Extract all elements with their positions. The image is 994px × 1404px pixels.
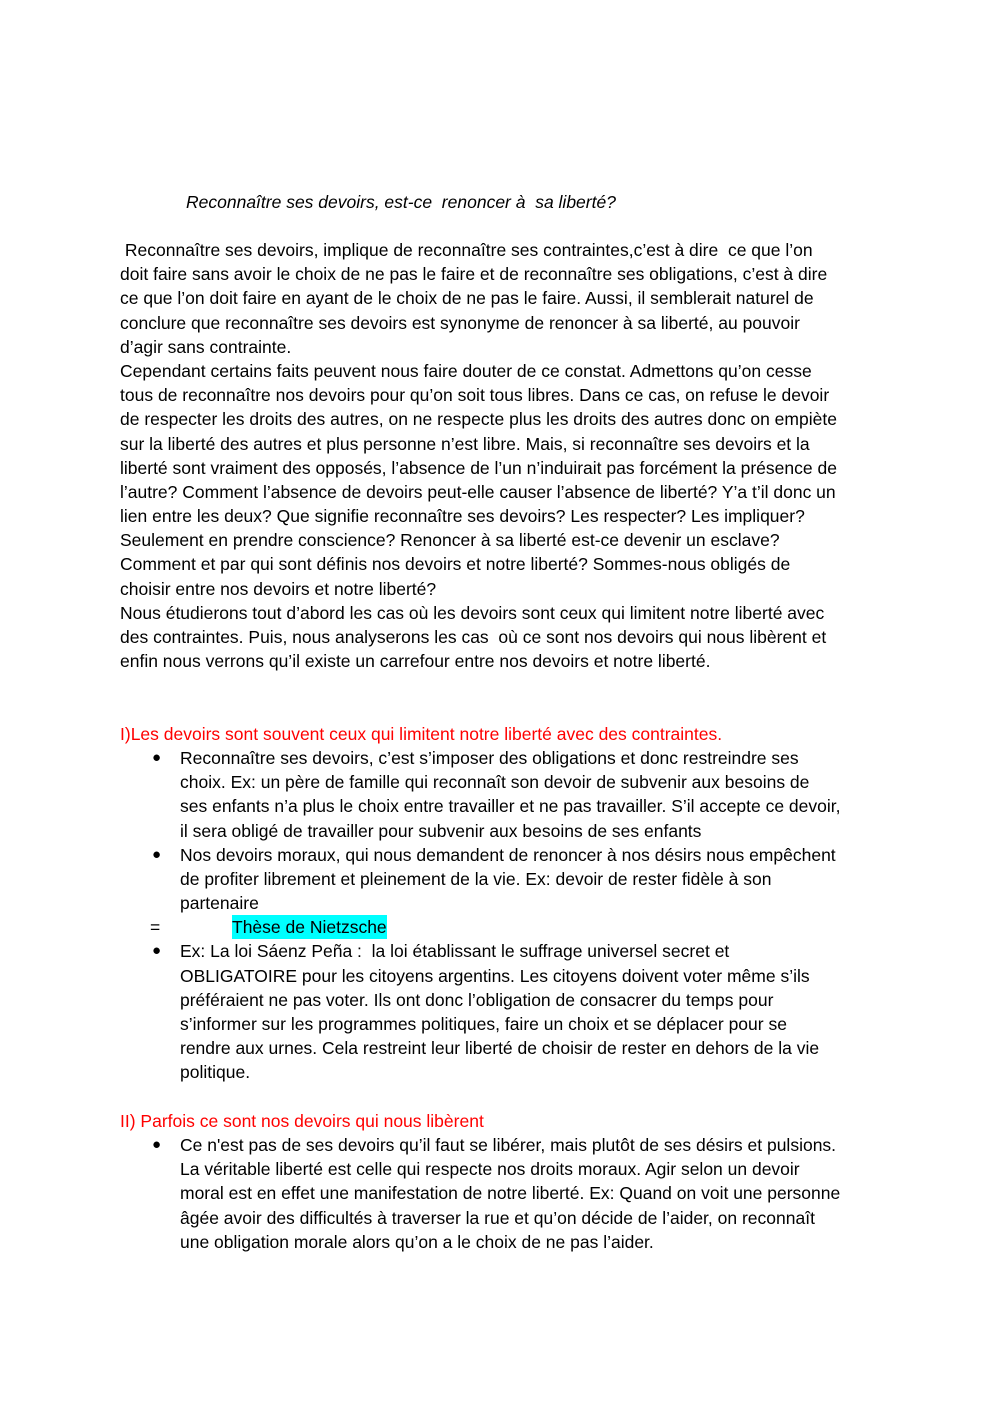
text-line: l’autre? Comment l’absence de devoirs peut-elle causer l’absence de liberté? Y’a t’il donc un xyxy=(120,481,836,502)
text-line: choisir entre nos devoirs et notre liberté? xyxy=(120,578,437,599)
bullet-icon: ● xyxy=(152,942,162,960)
intro-paragraph xyxy=(120,238,880,673)
text-line: doit faire sans avoir le choix de ne pas le faire et de reconnaître ses obligations, c’est à dire xyxy=(120,264,828,285)
section-1-heading: I)Les devoirs sont souvent ceux qui limitent notre liberté avec des contraintes. xyxy=(120,723,723,744)
text-line: une obligation morale alors qu’on a le choix de ne pas l’aider. xyxy=(180,1231,654,1252)
document-body xyxy=(120,238,880,1254)
list-item xyxy=(120,939,880,1084)
text-line: rendre aux urnes. Cela restreint leur liberté de choisir de rester en dehors de la vie xyxy=(180,1038,820,1059)
text-line: Cependant certains faits peuvent nous faire douter de ce constat. Admettons qu’on cesse xyxy=(120,360,812,381)
text-line: de profiter librement et pleinement de la vie. Ex: devoir de rester fidèle à son xyxy=(180,868,772,889)
list-item xyxy=(120,746,880,843)
text-line: lien entre les deux? Que signifie reconnaître ses devoirs? Les respecter? Les impliquer? xyxy=(120,506,805,527)
bullet-icon: ● xyxy=(152,845,162,863)
list-item xyxy=(120,843,880,916)
section-2-heading: II) Parfois ce sont nos devoirs qui nous libèrent xyxy=(120,1110,484,1131)
text-line: s’informer sur les programmes politiques, faire un choix et se déplacer pour se xyxy=(180,1014,787,1034)
bullet-icon: ● xyxy=(152,748,162,766)
text-line: partenaire xyxy=(180,893,259,914)
text-line: liberté sont vraiment des opposés, l’absence de l’un n’induirait pas forcément la présence de xyxy=(120,457,837,478)
text-line: Reconnaître ses devoirs, implique de reconnaître ses contraintes,c’est à dire ce que l’on xyxy=(120,240,813,260)
text-line: OBLIGATOIRE pour les citoyens argentins. Les citoyens doivent voter même s’ils xyxy=(180,965,810,986)
text-line: choix. Ex: un père de famille qui reconnaît son devoir de subvenir aux besoins de xyxy=(180,772,810,793)
text-line: âgée avoir des difficultés à traverser la rue et qu’on décide de l’aider, on reconnaît xyxy=(180,1207,815,1228)
text-line: de respecter les droits des autres, on ne respecte plus les droits des autres donc on empiète xyxy=(120,409,837,430)
text-line: conclure que reconnaître ses devoirs est synonyme de renoncer à sa liberté, au pouvoir xyxy=(120,312,800,333)
text-line: Comment et par qui sont définis nos devoirs et notre liberté? Sommes-nous obligés de xyxy=(120,554,791,575)
text-line: ses enfants n’a plus le choix entre travailler et ne pas travailler. S’il accepte ce devoir, xyxy=(180,796,841,817)
highlight-row xyxy=(120,915,880,939)
text-line: Seulement en prendre conscience? Renoncer à sa liberté est-ce devenir un esclave? xyxy=(120,530,780,551)
text-line: Nos devoirs moraux, qui nous demandent de renoncer à nos désirs nous empêchent xyxy=(180,844,836,865)
text-line: politique. xyxy=(180,1062,251,1083)
text-line: ce que l’on doit faire en ayant de le choix de ne pas le faire. Aussi, il semblerait naturel de xyxy=(120,288,814,309)
bullet-icon: ● xyxy=(152,1135,162,1153)
text-line: tous de reconnaître nos devoirs pour qu’on soit tous libres. Dans ce cas, on refuse le devoir xyxy=(120,385,830,406)
text-line: Nous étudierons tout d’abord les cas où les devoirs sont ceux qui limitent notre liberté avec xyxy=(120,602,825,623)
text-line: des contraintes. Puis, nous analyserons les cas où ce sont nos devoirs qui nous libèrent et xyxy=(120,627,827,647)
text-line: moral est en effet une manifestation de notre liberté. Ex: Quand on voit une personne xyxy=(180,1183,841,1204)
text-line: sur la liberté des autres et plus personne n’est libre. Mais, si reconnaître ses devoirs et la xyxy=(120,433,810,454)
text-line: préféraient ne pas voter. Ils ont donc l’obligation de consacrer du temps pour xyxy=(180,989,774,1010)
equals-symbol: = xyxy=(150,917,161,938)
text-line: d’agir sans contrainte. xyxy=(120,336,292,357)
highlighted-thesis: Thèse de Nietzsche xyxy=(232,915,387,939)
text-line: Ex: La loi Sáenz Peña : la loi établissant le suffrage universel secret et xyxy=(180,941,730,962)
text-line: enfin nous verrons qu’il existe un carrefour entre nos devoirs et notre liberté. xyxy=(120,651,711,672)
text-line: il sera obligé de travailler pour subvenir aux besoins de ses enfants xyxy=(180,820,702,841)
list-item xyxy=(120,1133,880,1254)
text-line: La véritable liberté est celle qui respecte nos droits moraux. Agir selon un devoir xyxy=(180,1159,800,1180)
text-line: Reconnaître ses devoirs, c’est s’imposer des obligations et donc restreindre ses xyxy=(180,747,799,768)
document-title: Reconnaître ses devoirs, est-ce renoncer à sa liberté? xyxy=(186,192,616,212)
text-line: Ce n'est pas de ses devoirs qu’il faut se libérer, mais plutôt de ses désirs et pulsions. xyxy=(180,1134,837,1155)
